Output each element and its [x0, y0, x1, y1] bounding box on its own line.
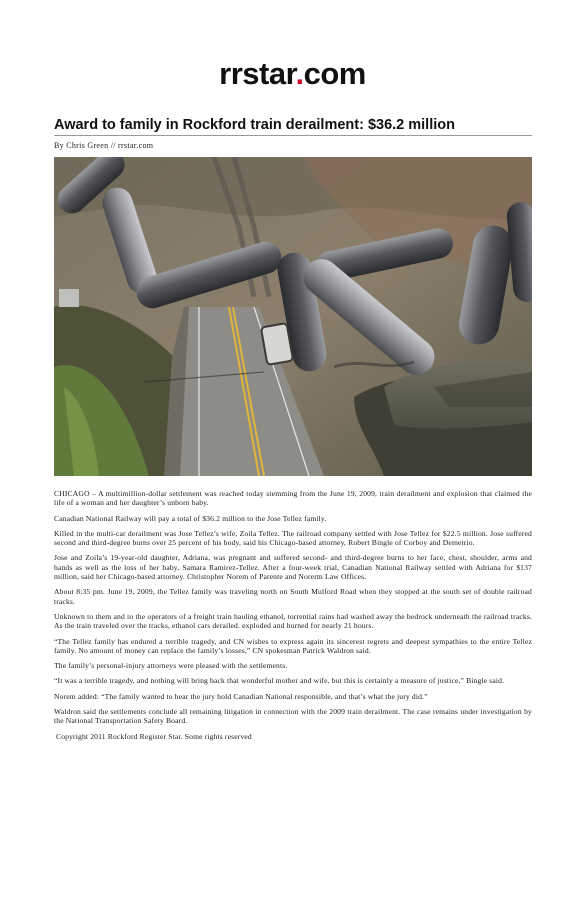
article-paragraph: The family’s personal-injury attorneys were pleased with the settlements. — [54, 661, 288, 671]
logo-name: rrstar — [219, 56, 296, 91]
article-headline: Award to family in Rockford train derailment: $36.2 million — [54, 117, 455, 133]
article-paragraph: About 8:35 pm. June 19, 2009, the Tellez family was traveling north on South Mulford Road when they stopped at the south set of double railroad tracks. — [54, 587, 532, 606]
photo-illustration — [54, 157, 532, 476]
logo-dot: . — [295, 56, 304, 91]
logo-tld: com — [303, 56, 366, 91]
article-paragraph: Norem added: “The family wanted to hear the jury hold Canadian National responsible, and that’s what the jury did.” — [54, 691, 428, 701]
copyright-notice: Copyright 2011 Rockford Register Star. Some rights reserved — [56, 731, 252, 741]
article-paragraph: CHICAGO – A multimillion-dollar settlement was reached today stemming from the June 19, 2009, train derailment and explosion that claimed the life of a woman and her daughter’s unborn baby. — [54, 489, 532, 508]
article-paragraph: Waldron said the settlements conclude all remaining litigation in connection with the 2009 train derailment. The case remains under investigation by the National Transportation Safety Board. — [54, 707, 532, 726]
article-paragraph: Canadian National Railway will pay a total of $36.2 million to the Jose Tellez family. — [54, 513, 327, 523]
site-logo[interactable] — [0, 56, 585, 92]
derailment-aerial-photo — [54, 157, 532, 476]
headline-divider — [54, 135, 532, 136]
article-paragraph: “It was a terrible tragedy, and nothing will bring back that wonderful mother and wife, but this is certainly a measure of justice,” Bingle said. — [54, 676, 505, 686]
article-paragraph: “The Tellez family has endured a terrible tragedy, and CN wishes to express again its sincerest regrets and deepest sympathies to the entire Tellez family. No amount of money can replace the family’s losses,” CN spokesman Patrick Waldron said. — [54, 636, 532, 655]
article-body — [54, 489, 532, 747]
article-byline: By Chris Green // rrstar.com — [54, 141, 154, 150]
article-paragraph: Killed in the multi-car derailment was Jose Tellez’s wife, Zoila Tellez. The railroad company settled with Jose Tellez for $22.5 million. Jose suffered second and third-degree burns over 25 percent of his body, said his Chicago-based attorney, Robert Bingle of Corboy and Demetrio. — [54, 528, 532, 548]
article-paragraph: Unknown to them and to the operators of a freight train hauling ethanol, torrential rains had washed away the bedrock underneath the railroad tracks. As the train traveled over the tracks, ethanol cars derailed. exploded and burned for nearly 21 hours. — [54, 611, 532, 631]
article-paragraph: Jose and Zoila’s 19-year-old daughter, Adriana, was pregnant and suffered second- and third-degree burns to her face, chest, shoulder, arms and hands as well as the loss of her baby, Samara Ramirez-Tellez. After a four-week trial, Canadian National Railway settled with Adriana for $137 million, said her Chicago-based attorney. Christopher Norem of Parente and Norerm Law Offices. — [54, 553, 532, 582]
